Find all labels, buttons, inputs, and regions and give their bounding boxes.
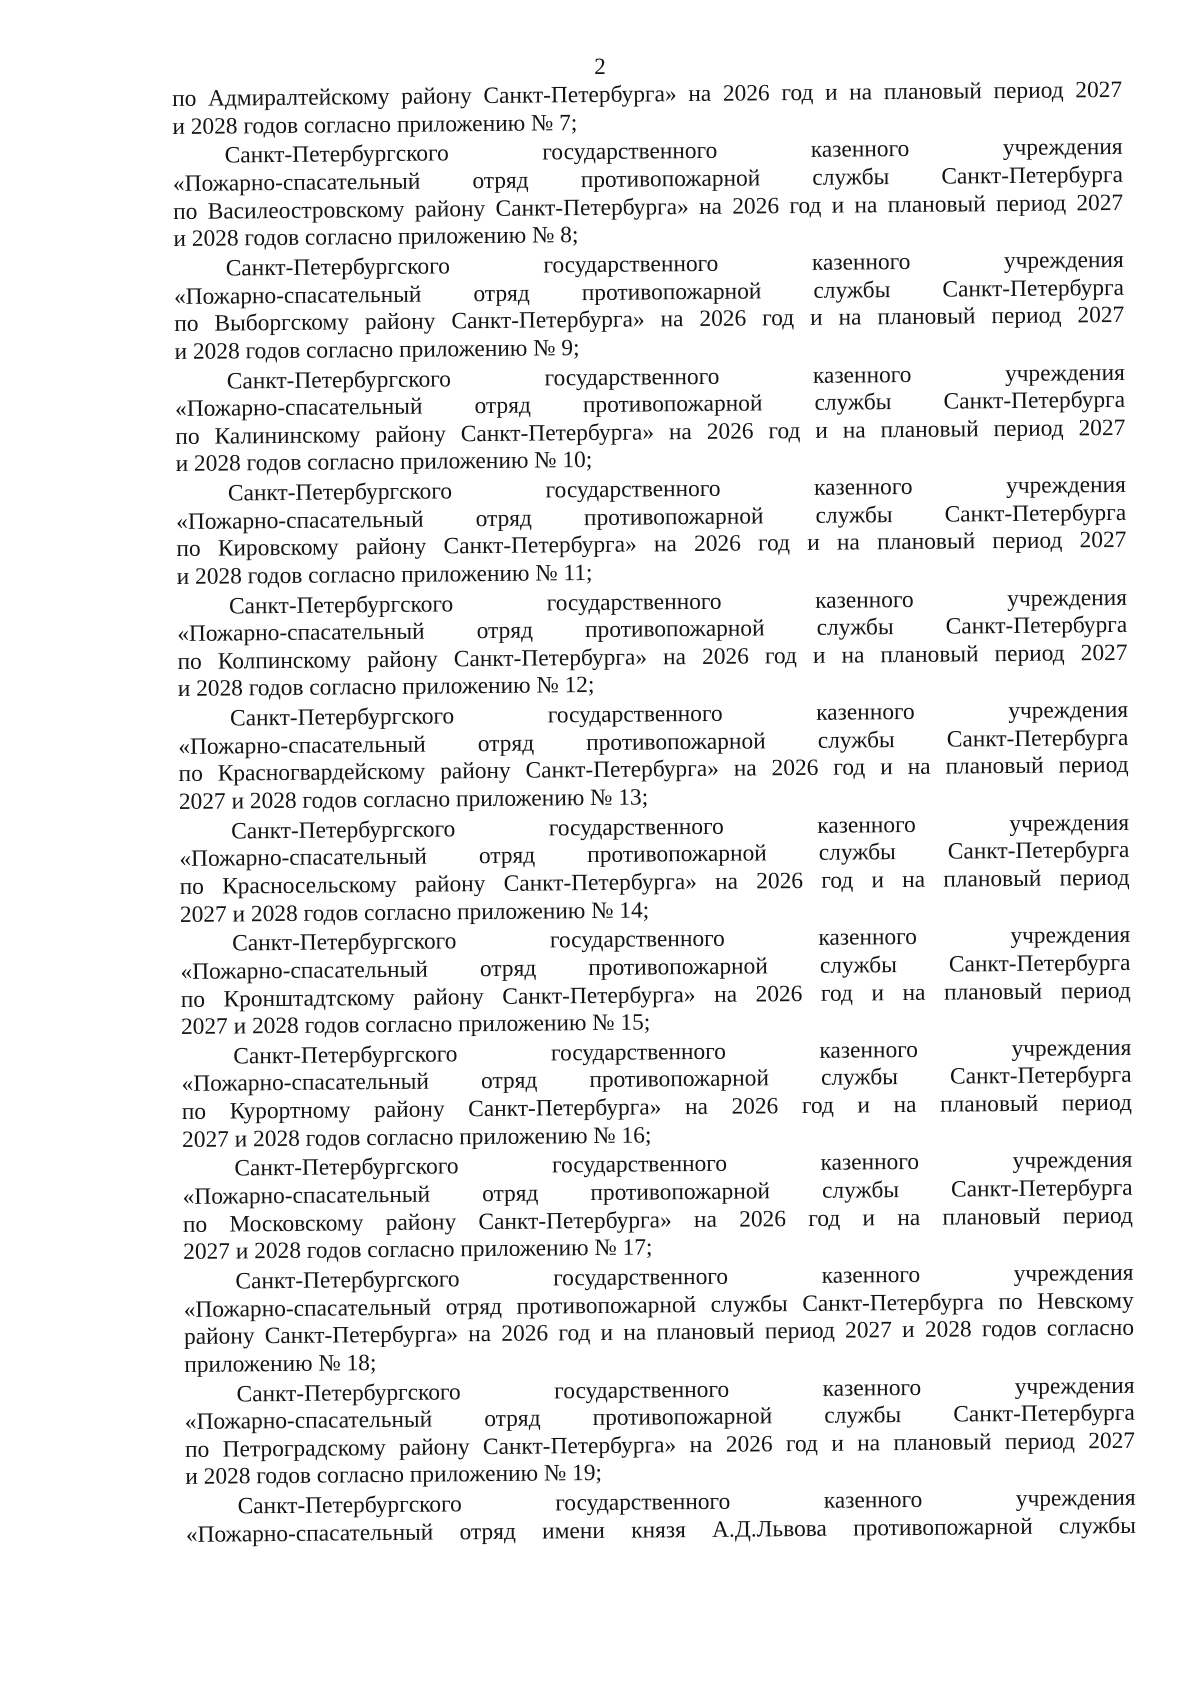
paragraph	[181, 1035, 1132, 1154]
paragraph	[174, 247, 1125, 366]
text-line: «Пожарно-спасательный отряд противопожарной службы Санкт-Петербурга	[173, 274, 1125, 310]
paragraph	[180, 922, 1131, 1041]
text-line: по Калининскому району Санкт-Петербурга» на 2026 год и на плановый период 2027	[175, 414, 1126, 450]
text-line: и 2028 годов согласно приложению № 9;	[174, 334, 580, 365]
paragraph	[176, 472, 1127, 591]
text-line: и 2028 годов согласно приложению № 11;	[176, 559, 593, 590]
text-line: Санкт-Петербургского государственного казенного учреждения	[236, 1372, 1135, 1408]
text-line: Санкт-Петербургского государственного казенного учреждения	[227, 471, 1126, 507]
text-line: Санкт-Петербургского государственного казенного учреждения	[237, 1484, 1136, 1520]
paragraph	[179, 810, 1130, 929]
text-line: и 2028 годов согласно приложению № 19;	[185, 1460, 603, 1491]
text-line: «Пожарно-спасательный отряд противопожарной службы Санкт-Петербурга	[184, 1399, 1135, 1436]
text-line: 2027 и 2028 годов согласно приложению № 14;	[179, 896, 650, 928]
text-line: по Московскому району Санкт-Петербурга» на 2026 год и на плановый период	[182, 1202, 1134, 1238]
text-line: Санкт-Петербургского государственного казенного учреждения	[229, 697, 1129, 732]
paragraph	[178, 697, 1129, 816]
paragraph	[184, 1372, 1135, 1491]
text-line: Санкт-Петербургского государственного казенного учреждения	[232, 922, 1131, 957]
text-line: «Пожарно-спасательный отряд противопожарной службы Санкт-Петербурга	[180, 949, 1131, 985]
text-line: «Пожарно-спасательный отряд противопожарной службы Санкт-Петербурга	[177, 612, 1128, 648]
text-line: и 2028 годов согласно приложению № 10;	[175, 447, 593, 478]
text-line: по Красногвардейскому району Санкт-Петербурга» на 2026 год и на плановый период	[178, 752, 1129, 788]
text-line: Санкт-Петербургского государственного казенного учреждения	[233, 1034, 1132, 1070]
text-line: «Пожарно-спасательный отряд противопожарной службы Санкт-Петербурга по Невскому	[183, 1287, 1134, 1323]
text-line: приложению № 18;	[184, 1349, 377, 1378]
text-line: Санкт-Петербургского государственного казенного учреждения	[231, 809, 1130, 845]
text-line: «Пожарно-спасательный отряд противопожарной службы Санкт-Петербурга	[174, 386, 1126, 423]
text-line: «Пожарно-спасательный отряд противопожарной службы Санкт-Петербурга	[181, 1062, 1132, 1098]
text-line: по Петроградскому району Санкт-Петербурга» на 2026 год и на плановый период 2027	[184, 1427, 1136, 1463]
text-line: 2027 и 2028 годов согласно приложению № 15;	[180, 1009, 651, 1041]
text-line: и 2028 годов согласно приложению № 7;	[172, 109, 578, 140]
text-line: району Санкт-Петербурга» на 2026 год и на плановый период 2027 и 2028 годов согласно	[183, 1315, 1135, 1351]
paragraph	[183, 1260, 1134, 1379]
text-line: «Пожарно-спасательный отряд имени князя А.Д.Львова противопожарной службы	[185, 1512, 1136, 1548]
paragraph	[172, 77, 1122, 141]
text-line: «Пожарно-спасательный отряд противопожарной службы Санкт-Петербурга	[172, 161, 1124, 197]
text-line: по Красносельскому району Санкт-Петербурга» на 2026 год и на плановый период	[179, 864, 1130, 900]
text-line: 2027 и 2028 годов согласно приложению № 13;	[178, 784, 649, 815]
text-line: по Колпинскому району Санкт-Петербурга» на 2026 год и на плановый период 2027	[177, 639, 1128, 675]
text-line: и 2028 годов согласно приложению № 12;	[177, 672, 595, 703]
text-line: «Пожарно-спасательный отряд противопожарной службы Санкт-Петербурга	[179, 837, 1130, 873]
text-line: «Пожарно-спасательный отряд противопожарной службы Санкт-Петербурга	[176, 499, 1127, 535]
text-line: по Курортному району Санкт-Петербурга» на 2026 год и на плановый период	[181, 1089, 1132, 1126]
text-line: и 2028 годов согласно приложению № 8;	[173, 222, 579, 253]
paragraph	[177, 584, 1128, 703]
paragraph	[182, 1147, 1133, 1266]
text-line: по Василеостровскому району Санкт-Петербурга» на 2026 год и на плановый период 2027	[173, 189, 1124, 225]
text-line: Санкт-Петербургского государственного казенного учреждения	[234, 1147, 1133, 1182]
page-number: 2	[594, 54, 606, 79]
text-line: Санкт-Петербургского государственного казенного учреждения	[226, 359, 1125, 394]
text-line: Санкт-Петербургского государственного казенного учреждения	[225, 246, 1124, 282]
text-line: 2027 и 2028 годов согласно приложению № 17;	[183, 1234, 653, 1266]
text-line: «Пожарно-спасательный отряд противопожарной службы Санкт-Петербурга	[182, 1174, 1133, 1210]
document-body	[172, 77, 1136, 1552]
paragraph	[173, 134, 1124, 253]
text-line: по Кировскому району Санкт-Петербурга» на 2026 год и на плановый период 2027	[176, 527, 1127, 563]
paragraph	[175, 359, 1126, 478]
text-line: по Адмиралтейскому району Санкт-Петербурга» на 2026 год и на плановый период 2027	[172, 76, 1123, 112]
text-line: Санкт-Петербургского государственного казенного учреждения	[228, 584, 1128, 620]
text-line: по Выборгскому району Санкт-Петербурга» на 2026 год и на плановый период 2027	[174, 301, 1125, 338]
text-line: Санкт-Петербургского государственного казенного учреждения	[235, 1259, 1134, 1295]
paragraph	[186, 1485, 1136, 1549]
text-line: Санкт-Петербургского государственного казенного учреждения	[224, 134, 1123, 169]
text-line: 2027 и 2028 годов согласно приложению № 16;	[181, 1122, 652, 1153]
text-line: по Кронштадтскому району Санкт-Петербурга» на 2026 год и на плановый период	[180, 977, 1131, 1013]
text-line: «Пожарно-спасательный отряд противопожарной службы Санкт-Петербурга	[178, 724, 1129, 760]
